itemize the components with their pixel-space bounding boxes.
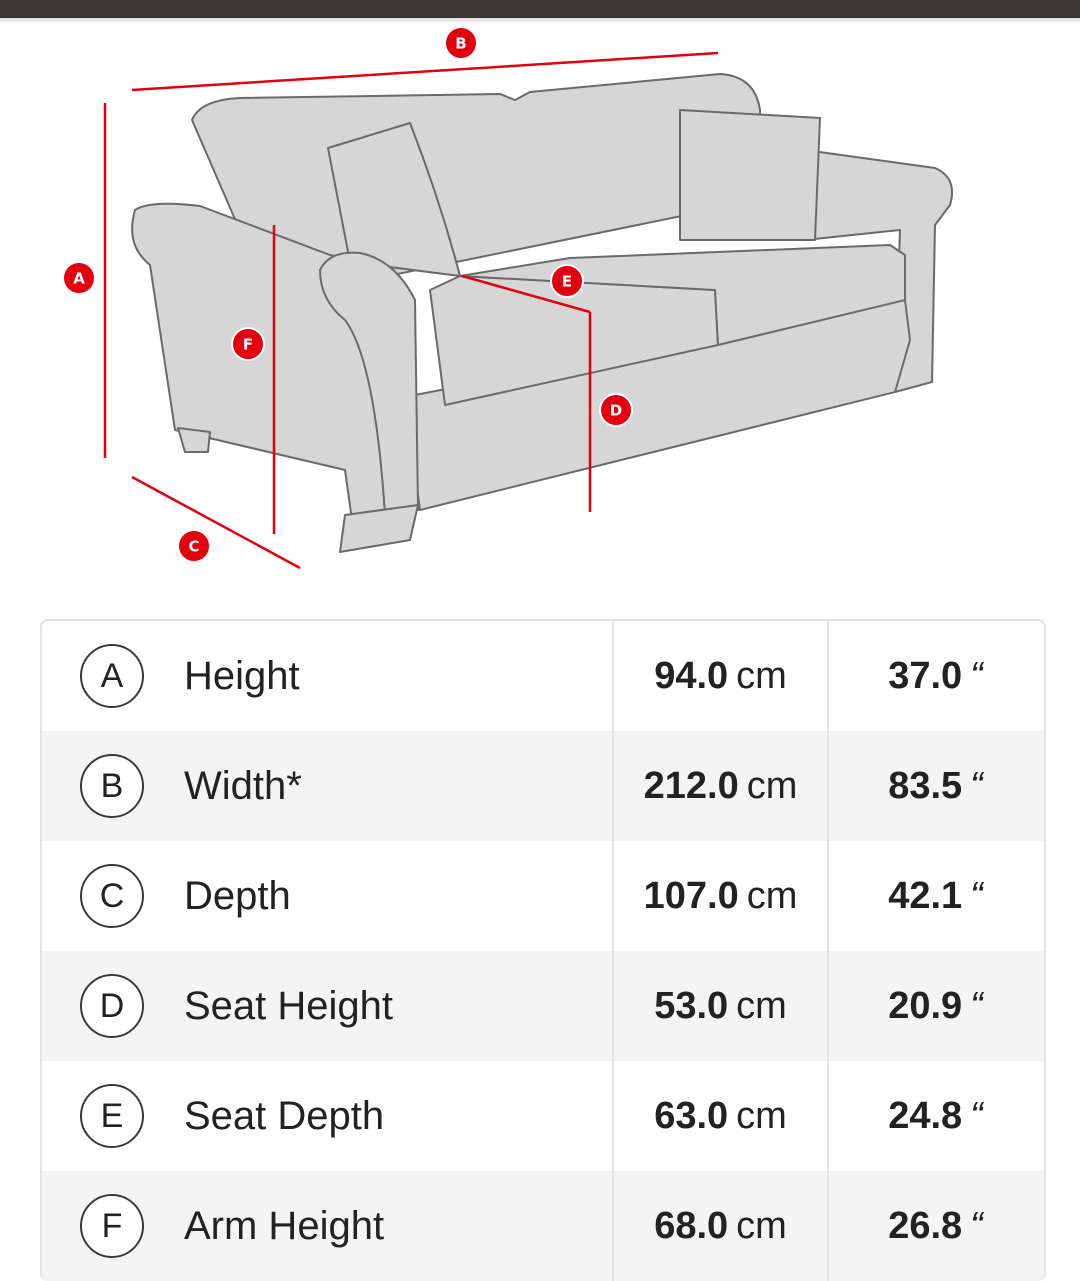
dimension-row-arm-height [42, 1171, 1044, 1281]
dimension-inch-value [829, 841, 1042, 951]
inch-number: 24.8 [888, 1094, 963, 1137]
inch-unit: “ [970, 764, 983, 807]
dimension-key [42, 841, 614, 951]
dimension-key [42, 1171, 614, 1281]
dimension-inch-value [829, 1061, 1042, 1171]
dimension-row-height [42, 621, 1044, 731]
dimension-cm-value [614, 841, 829, 951]
dimension-cm-value [614, 621, 829, 731]
dimension-label: Arm Height [184, 1203, 385, 1248]
inch-number: 42.1 [888, 874, 963, 917]
dimension-inch-value [829, 1171, 1042, 1281]
inch-number: 83.5 [888, 764, 963, 807]
svg-text:E: E [561, 272, 573, 291]
dimension-label: Seat Height [184, 983, 394, 1028]
inch-number: 20.9 [888, 984, 963, 1027]
marker-b [445, 27, 477, 59]
dimension-inch-value [829, 731, 1042, 841]
svg-text:F: F [242, 335, 254, 354]
dimension-letter-badge: A [80, 644, 144, 708]
cm-unit: cm [736, 654, 787, 697]
cm-unit: cm [746, 764, 798, 807]
sofa-dimension-diagram [0, 24, 1080, 584]
dimension-inch-value [829, 621, 1042, 731]
marker-e [551, 265, 583, 297]
cm-number: 212.0 [643, 764, 739, 807]
dimension-cm-value [614, 1061, 829, 1171]
dimension-key [42, 621, 614, 731]
dimension-row-seat-depth [42, 1061, 1044, 1171]
inch-unit: “ [970, 1094, 983, 1137]
dimension-letter-badge: B [80, 754, 144, 818]
cm-unit: cm [736, 984, 787, 1027]
inch-unit: “ [970, 1204, 983, 1247]
dimension-label: Depth [184, 873, 291, 918]
top-app-bar [0, 0, 1080, 18]
marker-a [63, 262, 95, 294]
marker-c [178, 530, 210, 562]
dimension-label: Width* [184, 763, 302, 808]
cm-number: 68.0 [654, 1204, 729, 1247]
cm-number: 107.0 [643, 874, 739, 917]
dimension-row-seat-height [42, 951, 1044, 1061]
inch-unit: “ [970, 874, 983, 917]
inch-number: 26.8 [888, 1204, 963, 1247]
dimensions-table [40, 619, 1046, 1281]
dimension-cm-value [614, 731, 829, 841]
dimension-label: Height [184, 653, 300, 698]
dimension-cm-value [614, 951, 829, 1061]
sofa-foot-back [178, 428, 210, 452]
svg-text:D: D [609, 401, 623, 420]
dimension-label: Seat Depth [184, 1093, 385, 1138]
dimension-row-depth [42, 841, 1044, 951]
cm-unit: cm [736, 1094, 787, 1137]
inch-number: 37.0 [888, 654, 963, 697]
inch-unit: “ [970, 984, 983, 1027]
inch-unit: “ [970, 654, 983, 697]
dimension-key [42, 951, 614, 1061]
sofa-illustration [132, 74, 952, 552]
cm-unit: cm [746, 874, 798, 917]
dimension-letter-badge: C [80, 864, 144, 928]
cm-number: 63.0 [654, 1094, 729, 1137]
marker-d [600, 394, 632, 426]
dimension-letter-badge: F [80, 1194, 144, 1258]
svg-text:A: A [73, 269, 85, 288]
marker-f [232, 328, 264, 360]
cm-number: 53.0 [654, 984, 729, 1027]
pillow-right [680, 110, 820, 240]
dimension-inch-value [829, 951, 1042, 1061]
svg-text:C: C [188, 537, 200, 556]
dimension-key [42, 1061, 614, 1171]
dimension-letter-badge: E [80, 1084, 144, 1148]
svg-text:B: B [455, 34, 467, 53]
dimension-row-width [42, 731, 1044, 841]
cm-unit: cm [736, 1204, 787, 1247]
cm-number: 94.0 [654, 654, 729, 697]
dimension-cm-value [614, 1171, 829, 1281]
dimension-letter-badge: D [80, 974, 144, 1038]
dimension-key [42, 731, 614, 841]
